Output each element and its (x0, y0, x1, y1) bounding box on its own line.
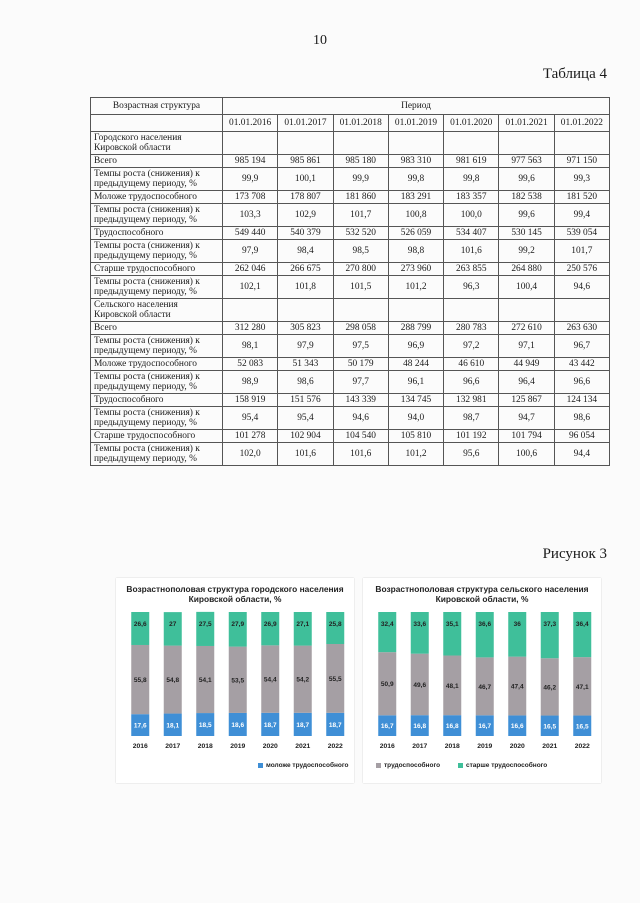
row-label: Темпы роста (снижения) к предыдущему периоду, % (91, 168, 223, 191)
table-cell: 101,5 (333, 276, 388, 299)
data-label: 27 (169, 621, 177, 629)
table-cell: 102,0 (223, 443, 278, 466)
table-cell: 270 800 (333, 263, 388, 276)
table-cell: 99,3 (554, 168, 609, 191)
table-cell: 96,3 (444, 276, 499, 299)
data-label: 37,3 (543, 621, 557, 628)
data-label: 25,8 (328, 621, 342, 628)
table-cell (223, 132, 278, 155)
data-label: 16,7 (380, 723, 394, 731)
table-cell: 540 379 (278, 227, 333, 240)
table-cell: 94,6 (333, 407, 388, 430)
table-cell: 99,6 (499, 168, 554, 191)
table-cell: 312 280 (223, 322, 278, 335)
table-cell: 51 343 (278, 358, 333, 371)
data-label: 16,7 (478, 723, 492, 731)
data-label: 16,5 (543, 723, 557, 731)
table-cell: 298 058 (333, 322, 388, 335)
table-cell: 181 520 (554, 191, 609, 204)
data-label: 47,4 (510, 683, 524, 691)
figure-caption: Рисунок 3 (542, 546, 607, 562)
data-label: 27,5 (198, 620, 212, 628)
x-tick-label: 2017 (165, 743, 181, 750)
data-label: 32,4 (380, 621, 394, 628)
table-cell: 105 810 (388, 430, 443, 443)
date-header-3: 01.01.2019 (388, 115, 443, 132)
table-cell (444, 299, 499, 322)
table-cell: 102,9 (278, 204, 333, 227)
row-label: Моложе трудоспособного (91, 191, 223, 204)
table-cell: 100,0 (444, 204, 499, 227)
x-tick-label: 2019 (230, 743, 246, 750)
bar-segment-elder (476, 612, 494, 657)
row-label: Трудоспособного (91, 394, 223, 407)
table-cell: 530 145 (499, 227, 554, 240)
data-label: 16,5 (575, 723, 589, 731)
table-cell: 101,8 (278, 276, 333, 299)
data-label: 55,8 (133, 677, 147, 685)
header-age-structure: Возрастная структура (91, 98, 223, 115)
table-cell: 94,6 (554, 276, 609, 299)
table-cell: 102,1 (223, 276, 278, 299)
table-cell: 101,6 (333, 443, 388, 466)
table-cell: 96,4 (499, 371, 554, 394)
table-cell (278, 299, 333, 322)
table-cell: 101 192 (444, 430, 499, 443)
data-label: 54,8 (166, 677, 180, 685)
table-cell: 96 054 (554, 430, 609, 443)
table-cell (444, 132, 499, 155)
table-cell: 985 861 (278, 155, 333, 168)
table-cell (499, 299, 554, 322)
data-label: 54,4 (263, 676, 277, 684)
date-header-6: 01.01.2022 (554, 115, 609, 132)
table-cell: 50 179 (333, 358, 388, 371)
table-cell: 266 675 (278, 263, 333, 276)
data-label: 18,7 (328, 721, 342, 729)
row-label: Темпы роста (снижения) к предыдущему периоду, % (91, 443, 223, 466)
data-label: 17,6 (133, 722, 147, 730)
table-cell: 288 799 (388, 322, 443, 335)
table-cell: 98,4 (278, 240, 333, 263)
data-label: 36,6 (478, 621, 492, 628)
row-label: Старше трудоспособного (91, 430, 223, 443)
data-label: 16,6 (510, 723, 524, 731)
legend-item-young (258, 762, 348, 769)
table-cell: 262 046 (223, 263, 278, 276)
data-label: 36 (513, 621, 521, 628)
row-label: Моложе трудоспособного (91, 358, 223, 371)
row-label: Темпы роста (снижения) к предыдущему периоду, % (91, 371, 223, 394)
row-label: Сельского населения Кировской области (91, 299, 223, 322)
bar-segment-elder (508, 612, 526, 657)
table-cell: 96,6 (554, 371, 609, 394)
table-cell: 539 054 (554, 227, 609, 240)
bar-segment-elder (261, 612, 279, 645)
data-label: 27,1 (296, 621, 310, 628)
table-cell: 101 278 (223, 430, 278, 443)
table-cell (223, 299, 278, 322)
table-cell: 158 919 (223, 394, 278, 407)
table-cell (388, 299, 443, 322)
bar-segment-elder (573, 612, 591, 657)
table-cell: 94,0 (388, 407, 443, 430)
table-cell: 981 619 (444, 155, 499, 168)
table-cell (278, 132, 333, 155)
data-label: 26,6 (133, 621, 147, 628)
table-cell: 985 194 (223, 155, 278, 168)
table-cell: 48 244 (388, 358, 443, 371)
date-header-2: 01.01.2018 (333, 115, 388, 132)
table-row (91, 168, 610, 191)
table-cell: 526 059 (388, 227, 443, 240)
table-row (91, 155, 610, 168)
x-tick-label: 2018 (197, 743, 213, 750)
table-cell: 103,3 (223, 204, 278, 227)
data-label: 47,1 (575, 683, 589, 691)
chart-legend (258, 762, 598, 774)
data-label: 48,1 (445, 682, 459, 690)
data-label: 16,8 (445, 723, 459, 731)
bar-segment-elder (196, 612, 214, 646)
table-cell: 305 823 (278, 322, 333, 335)
data-label: 49,6 (413, 681, 427, 689)
chart-title-rural: Возрастнополовая структура сельского населения Кировской области, % (375, 584, 589, 604)
table-cell: 44 949 (499, 358, 554, 371)
row-label: Старше трудоспособного (91, 263, 223, 276)
date-header-0: 01.01.2016 (223, 115, 278, 132)
date-header-row (91, 115, 610, 132)
table-cell (333, 132, 388, 155)
bar-segment-elder (411, 612, 429, 654)
data-label: 55,5 (328, 675, 342, 683)
x-tick-label: 2018 (444, 743, 460, 750)
table-cell: 95,4 (223, 407, 278, 430)
x-tick-label: 2016 (379, 743, 395, 750)
data-label: 18,5 (198, 722, 212, 730)
table-cell: 96,1 (388, 371, 443, 394)
row-label: Городского населения Кировской области (91, 132, 223, 155)
table-row (91, 240, 610, 263)
table-row (91, 132, 610, 155)
table-cell: 99,4 (554, 204, 609, 227)
table-cell: 264 880 (499, 263, 554, 276)
table-cell: 143 339 (333, 394, 388, 407)
table-cell (333, 299, 388, 322)
table-cell (554, 132, 609, 155)
bar-segment-elder (229, 612, 247, 647)
table-cell: 183 291 (388, 191, 443, 204)
data-label: 46,2 (543, 684, 557, 692)
bar-segment-elder (443, 612, 461, 656)
table-row (91, 430, 610, 443)
table-cell: 46 610 (444, 358, 499, 371)
table-cell: 99,9 (333, 168, 388, 191)
table-cell: 99,8 (444, 168, 499, 191)
data-label: 35,1 (445, 621, 459, 628)
table-cell: 182 538 (499, 191, 554, 204)
table-cell: 977 563 (499, 155, 554, 168)
table-cell: 97,9 (223, 240, 278, 263)
data-label: 18,7 (296, 721, 310, 729)
x-tick-label: 2022 (327, 743, 343, 750)
data-label: 50,9 (380, 681, 394, 689)
table-row (91, 204, 610, 227)
table-cell: 100,8 (388, 204, 443, 227)
x-tick-label: 2020 (509, 743, 525, 750)
table-caption: Таблица 4 (542, 66, 607, 82)
table-row (91, 407, 610, 430)
row-label: Темпы роста (снижения) к предыдущему периоду, % (91, 240, 223, 263)
legend-swatch-elder (458, 763, 463, 768)
table-cell: 99,2 (499, 240, 554, 263)
table-cell: 98,6 (554, 407, 609, 430)
table-cell: 101,2 (388, 443, 443, 466)
table-row (91, 276, 610, 299)
data-label: 53,5 (231, 677, 245, 685)
header-period: Период (223, 98, 610, 115)
table-row (91, 371, 610, 394)
table-cell: 98,6 (278, 371, 333, 394)
legend-label-working: трудоспособного (384, 762, 441, 769)
data-label: 18,1 (166, 722, 180, 730)
page-number: 10 (313, 33, 327, 48)
row-label: Темпы роста (снижения) к предыдущему периоду, % (91, 335, 223, 358)
table-row (91, 394, 610, 407)
x-tick-label: 2019 (477, 743, 493, 750)
table-cell: 100,6 (499, 443, 554, 466)
table-cell: 173 708 (223, 191, 278, 204)
table-cell (499, 132, 554, 155)
table-cell: 43 442 (554, 358, 609, 371)
data-label: 54,2 (296, 676, 310, 684)
table-cell: 263 855 (444, 263, 499, 276)
table-cell: 102 904 (278, 430, 333, 443)
bar-segment-elder (541, 612, 559, 658)
x-tick-label: 2021 (295, 743, 311, 750)
table-cell: 98,8 (388, 240, 443, 263)
rural-structure-chart (363, 578, 601, 783)
table-cell (388, 132, 443, 155)
table-cell: 178 807 (278, 191, 333, 204)
table-cell (554, 299, 609, 322)
legend-swatch-working (376, 763, 381, 768)
x-tick-label: 2020 (262, 743, 278, 750)
bar-segment-elder (164, 612, 182, 645)
table-cell: 134 745 (388, 394, 443, 407)
data-label: 18,7 (263, 721, 277, 729)
table-cell: 97,5 (333, 335, 388, 358)
row-label: Всего (91, 155, 223, 168)
table-cell: 99,9 (223, 168, 278, 191)
chart-title-urban: Возрастнополовая структура городского населения Кировской области, % (126, 584, 344, 604)
table-cell: 95,4 (278, 407, 333, 430)
rural-chart-svg (363, 578, 601, 783)
data-label: 16,8 (413, 723, 427, 731)
data-label: 18,6 (231, 721, 245, 729)
x-tick-label: 2017 (412, 743, 428, 750)
header-empty-cell (91, 115, 223, 132)
date-header-1: 01.01.2017 (278, 115, 333, 132)
date-header-4: 01.01.2020 (444, 115, 499, 132)
table-cell: 97,9 (278, 335, 333, 358)
table-row (91, 299, 610, 322)
table-cell: 97,1 (499, 335, 554, 358)
table-cell: 96,7 (554, 335, 609, 358)
table-cell: 101,6 (278, 443, 333, 466)
table-cell: 98,5 (333, 240, 388, 263)
legend-label-elder: старше трудоспособного (466, 762, 548, 769)
table-cell: 263 630 (554, 322, 609, 335)
table-cell: 124 134 (554, 394, 609, 407)
table-cell: 101,7 (554, 240, 609, 263)
table-cell: 94,7 (499, 407, 554, 430)
legend-label-young: моложе трудоспособного (266, 762, 349, 769)
legend-item-elder (458, 762, 547, 769)
row-label: Темпы роста (снижения) к предыдущему периоду, % (91, 204, 223, 227)
bar-segment-elder (131, 612, 149, 645)
table-cell: 101,6 (444, 240, 499, 263)
table-cell: 99,6 (499, 204, 554, 227)
bar-segment-elder (294, 612, 312, 646)
table-cell: 101,2 (388, 276, 443, 299)
table-cell: 94,4 (554, 443, 609, 466)
data-label: 27,9 (231, 621, 245, 628)
table-cell: 98,1 (223, 335, 278, 358)
row-label: Всего (91, 322, 223, 335)
table-cell: 250 576 (554, 263, 609, 276)
data-label: 54,1 (198, 677, 212, 685)
legend-item-working (376, 762, 440, 769)
data-label: 46,7 (478, 683, 492, 691)
table-cell: 96,6 (444, 371, 499, 394)
table-cell: 280 783 (444, 322, 499, 335)
table-cell: 100,4 (499, 276, 554, 299)
table-cell: 151 576 (278, 394, 333, 407)
urban-structure-chart (116, 578, 354, 783)
row-label: Темпы роста (снижения) к предыдущему периоду, % (91, 276, 223, 299)
table-cell: 125 867 (499, 394, 554, 407)
table-cell: 104 540 (333, 430, 388, 443)
x-tick-label: 2022 (574, 743, 590, 750)
table-cell: 532 520 (333, 227, 388, 240)
table-cell: 99,8 (388, 168, 443, 191)
data-label: 33,6 (413, 621, 427, 628)
table-cell: 181 860 (333, 191, 388, 204)
table-row (91, 358, 610, 371)
table-cell: 97,7 (333, 371, 388, 394)
date-header-5: 01.01.2021 (499, 115, 554, 132)
legend-swatch-young (258, 763, 263, 768)
table-cell: 97,2 (444, 335, 499, 358)
table-cell: 98,7 (444, 407, 499, 430)
table-cell: 983 310 (388, 155, 443, 168)
urban-chart-svg (116, 578, 354, 783)
table-cell: 100,1 (278, 168, 333, 191)
table-cell: 52 083 (223, 358, 278, 371)
table-cell: 985 180 (333, 155, 388, 168)
table-row (91, 263, 610, 276)
table-cell: 101,7 (333, 204, 388, 227)
table-cell: 273 960 (388, 263, 443, 276)
table-row (91, 191, 610, 204)
table-cell: 98,9 (223, 371, 278, 394)
age-structure-table (90, 97, 610, 466)
table-cell: 101 794 (499, 430, 554, 443)
row-label: Темпы роста (снижения) к предыдущему периоду, % (91, 407, 223, 430)
table-cell: 272 610 (499, 322, 554, 335)
table-row (91, 443, 610, 466)
table-cell: 96,9 (388, 335, 443, 358)
table-cell: 534 407 (444, 227, 499, 240)
table-cell: 183 357 (444, 191, 499, 204)
table-cell: 549 440 (223, 227, 278, 240)
x-tick-label: 2016 (132, 743, 148, 750)
table-row (91, 322, 610, 335)
data-label: 26,9 (263, 621, 277, 628)
row-label: Трудоспособного (91, 227, 223, 240)
table-row (91, 227, 610, 240)
table-row (91, 335, 610, 358)
table-cell: 132 981 (444, 394, 499, 407)
bar-segment-elder (378, 612, 396, 652)
table-cell: 971 150 (554, 155, 609, 168)
table-cell: 95,6 (444, 443, 499, 466)
x-tick-label: 2021 (542, 743, 558, 750)
data-label: 36,4 (575, 621, 589, 628)
